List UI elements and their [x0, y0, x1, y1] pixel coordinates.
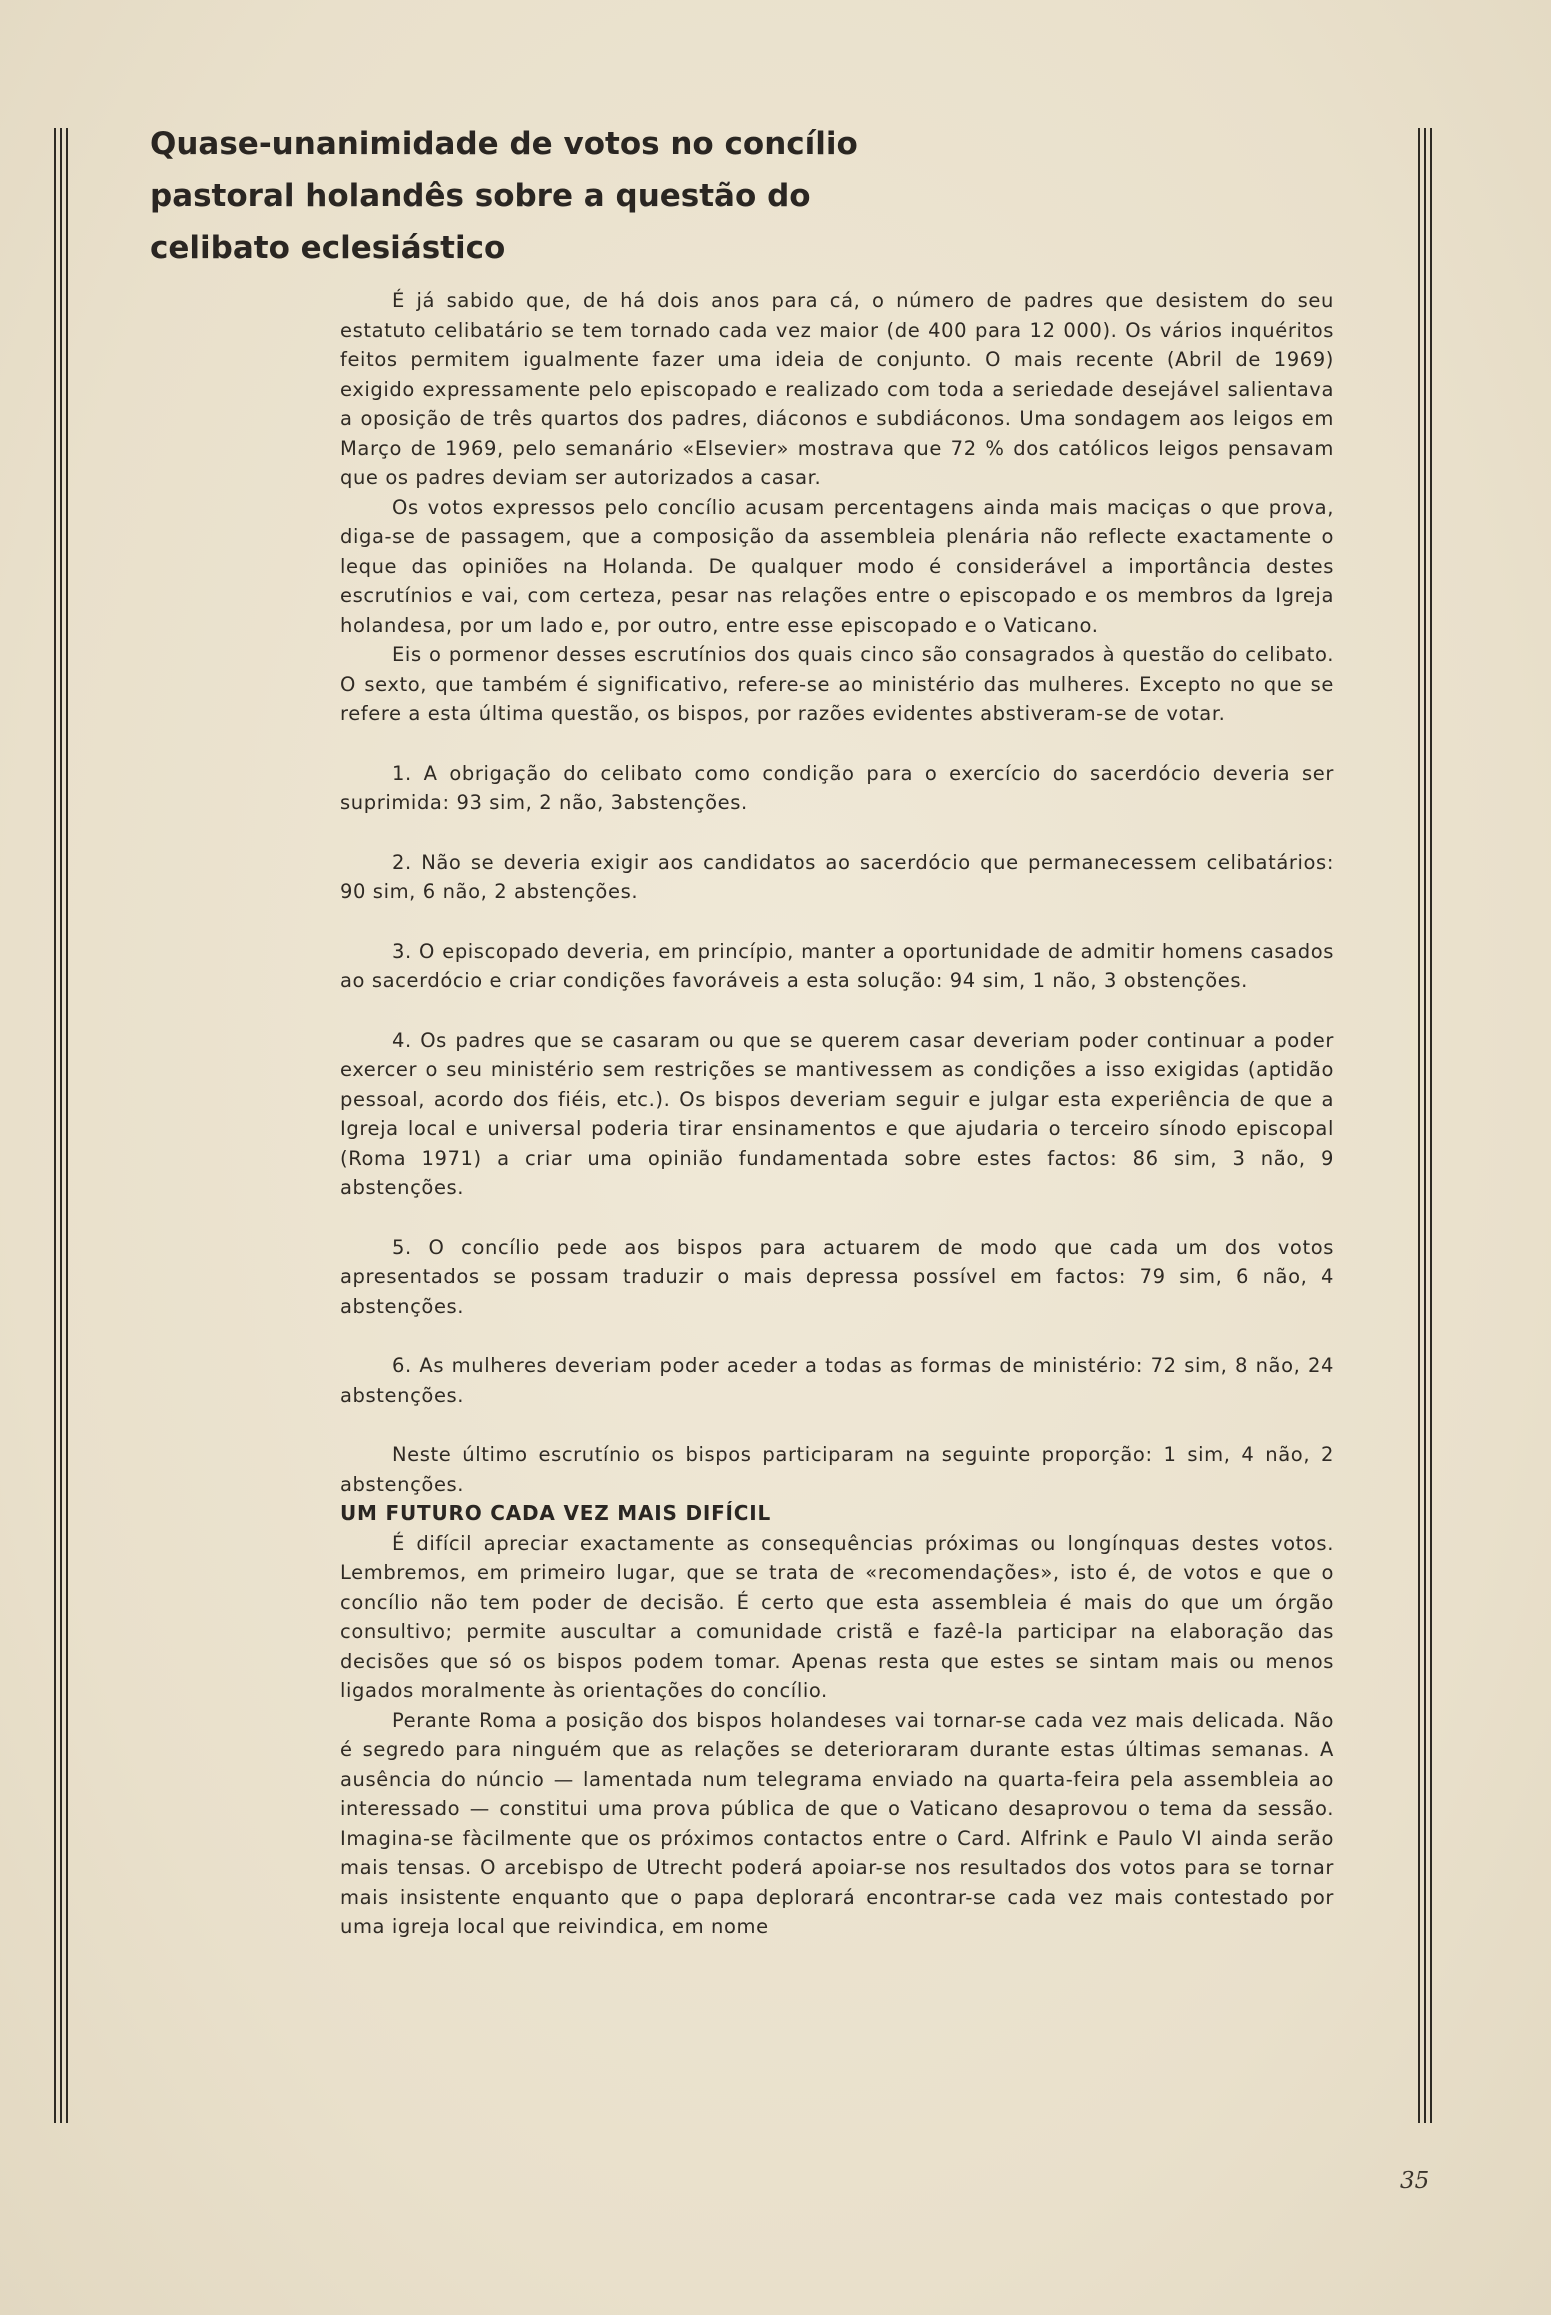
article-title: Quase-unanimidade de votos no concílio pastoral holandês sobre a questão do celibato eclesiástico — [150, 126, 858, 266]
vote-item: 1. A obrigação do celibato como condição para o exercício do sacerdócio deveria ser suprimida: 93 sim, 2 não, 3abstenções. — [340, 761, 1334, 814]
vote-item: 5. O concílio pede aos bispos para actuarem de modo que cada um dos votos apresentados se possam traduzir o mais depressa possível em factos: 79 sim, 6 não, 4 abstenções. — [340, 1235, 1334, 1318]
vote-note: Neste último escrutínio os bispos participaram na seguinte proporção: 1 sim, 4 não, 2 abstenções. — [340, 1443, 1334, 1496]
vote-item: 6. As mulheres deveriam poder aceder a todas as formas de ministério: 72 sim, 8 não, 24 abstenções. — [340, 1354, 1334, 1407]
left-border-rule — [66, 128, 68, 2123]
section-paragraph: É difícil apreciar exactamente as consequências próximas ou longínquas destes votos. Lembremos, em primeiro lugar, que se trata de «recomendações», isto é, de votos e que o concílio não tem poder de decisão. É certo que esta assembleia é mais do que um órgão consultivo; permite auscultar a comunidade cristã e fazê-la participar na elaboração das decisões que só os bispos podem tomar. Apenas resta que estes se sintam mais ou menos ligados moralmente às orientações do concílio. — [340, 1531, 1334, 1702]
body-paragraph: É já sabido que, de há dois anos para cá, o número de padres que desistem do seu estatuto celibatário se tem tornado cada vez maior (de 400 para 12 000). Os vários inquéritos feitos permitem igualmente fazer uma ideia de conjunto. O mais recente (Abril de 1969) exigido expressamente pelo episcopado e realizado com toda a seriedade desejável salientava a oposição de três quartos dos padres, diáconos e subdiáconos. Uma sondagem aos leigos em Março de 1969, pelo semanário «Elsevier» mostrava que 72 % dos católicos leigos pensavam que os padres deviam ser autorizados a casar. — [340, 289, 1334, 489]
body-paragraph: Os votos expressos pelo concílio acusam percentagens ainda mais maciças o que prova, diga-se de passagem, que a composição da assembleia plenária não reflecte exactamente o leque das opiniões na Holanda. De qualquer modo é considerável a importância destes escrutínios e vai, com certeza, pesar nas relações entre o episcopado e os membros da Igreja holandesa, por um lado e, por outro, entre esse episcopado e o Vaticano. — [340, 495, 1334, 637]
body-paragraph: Eis o pormenor desses escrutínios dos quais cinco são consagrados à questão do celibato. O sexto, que também é significativo, refere-se ao ministério das mulheres. Excepto no que se refere a esta última questão, os bispos, por razões evidentes abstiveram-se de votar. — [340, 643, 1334, 725]
article-body — [340, 286, 1334, 1942]
right-border-rule — [1424, 128, 1426, 2123]
left-border-rule — [60, 128, 62, 2123]
section-paragraph: Perante Roma a posição dos bispos holandeses vai tornar-se cada vez mais delicada. Não é segredo para ninguém que as relações se deterioraram durante estas últimas semanas. A ausência do núncio — lamentada num telegrama enviado na quarta-feira pela assembleia ao interessado — constitui uma prova pública de que o Vaticano desaprovou o tema da sessão. Imagina-se fàcilmente que os próximos contactos entre o Card. Alfrink e Paulo VI ainda serão mais tensas. O arcebispo de Utrecht poderá apoiar-se nos resultados dos votos para se tornar mais insistente enquanto que o papa deplorará encontrar-se cada vez mais contestado por uma igreja local que reivindica, em nome — [340, 1708, 1334, 1938]
page-number: 35 — [1400, 2168, 1430, 2194]
left-border-rule — [54, 128, 56, 2123]
vote-item: 4. Os padres que se casaram ou que se querem casar deveriam poder continuar a poder exercer o seu ministério sem restrições se mantivessem as condições a isso exigidas (aptidão pessoal, acordo dos fiéis, etc.). Os bispos deveriam seguir e julgar esta experiência de que a Igreja local e universal poderia tirar ensinamentos e que ajudaria o terceiro sínodo episcopal (Roma 1971) a criar uma opinião fundamentada sobre estes factos: 86 sim, 3 não, 9 abstenções. — [340, 1028, 1334, 1199]
vote-item: 2. Não se deveria exigir aos candidatos ao sacerdócio que permanecessem celibatários: 90 sim, 6 não, 2 abstenções. — [340, 850, 1334, 903]
vote-item: 3. O episcopado deveria, em princípio, manter a oportunidade de admitir homens casados ao sacerdócio e criar condições favoráveis a esta solução: 94 sim, 1 não, 3 obstenções. — [340, 939, 1334, 992]
right-border-rule — [1430, 128, 1432, 2123]
section-heading: UM FUTURO CADA VEZ MAIS DIFÍCIL — [340, 1501, 772, 1525]
right-border-rule — [1418, 128, 1420, 2123]
